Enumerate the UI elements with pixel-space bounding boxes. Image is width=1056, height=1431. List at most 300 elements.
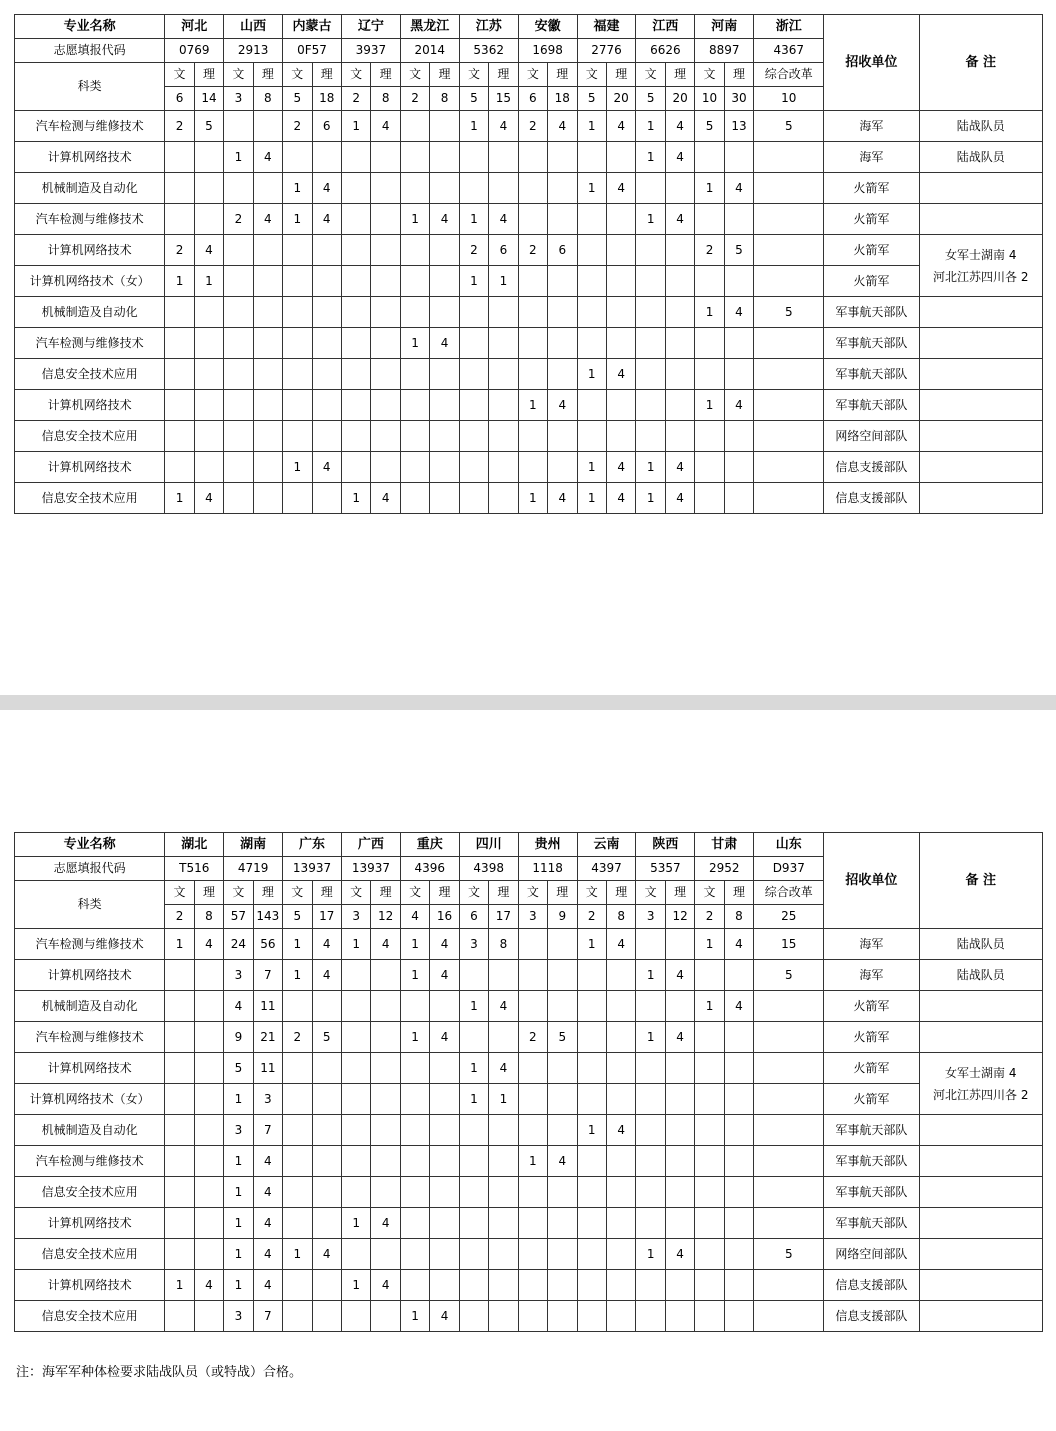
quota-cell: [665, 173, 694, 204]
quota-cell: [518, 328, 547, 359]
quota-cell: [548, 1270, 577, 1301]
quota-cell: [724, 1301, 753, 1332]
arts-label: 文: [283, 881, 312, 905]
quota-cell: [665, 235, 694, 266]
quota-cell: 2: [518, 111, 547, 142]
quota-cell: [636, 1053, 665, 1084]
province-name: 山西: [224, 15, 283, 39]
arts-total: 4: [400, 905, 429, 929]
recruiting-unit-header: 招收单位: [824, 15, 919, 111]
quota-cell: [665, 1208, 694, 1239]
quota-cell: [224, 359, 253, 390]
province-name: 重庆: [400, 833, 459, 857]
arts-total: 3: [636, 905, 665, 929]
science-label: 理: [606, 881, 635, 905]
arts-label: 文: [224, 881, 253, 905]
reform-quota-cell: [754, 1115, 824, 1146]
quota-cell: [224, 390, 253, 421]
province-name: 广东: [283, 833, 342, 857]
reform-quota-cell: [754, 421, 824, 452]
quota-cell: [400, 483, 429, 514]
quota-cell: [341, 452, 370, 483]
major-name: 信息安全技术应用: [15, 483, 165, 514]
quota-cell: [283, 235, 312, 266]
quota-cell: 4: [253, 1239, 282, 1270]
quota-cell: [430, 390, 459, 421]
quota-cell: [459, 1208, 488, 1239]
quota-cell: [194, 204, 223, 235]
province-name: 黑龙江: [400, 15, 459, 39]
quota-cell: [224, 328, 253, 359]
quota-cell: [606, 1301, 635, 1332]
table-row: [15, 1177, 1043, 1208]
quota-cell: [283, 142, 312, 173]
quota-cell: [459, 1115, 488, 1146]
table-row: [15, 390, 1043, 421]
quota-cell: [312, 328, 341, 359]
quota-cell: [253, 359, 282, 390]
arts-label: 文: [518, 63, 547, 87]
remark-cell: 陆战队员: [919, 111, 1042, 142]
remark-cell: [919, 1177, 1042, 1208]
quota-cell: [695, 1084, 724, 1115]
quota-cell: [695, 1115, 724, 1146]
quota-cell: 2: [518, 1022, 547, 1053]
quota-cell: 1: [636, 204, 665, 235]
quota-cell: 1: [165, 929, 194, 960]
province-name: 云南: [577, 833, 636, 857]
quota-cell: [636, 328, 665, 359]
quota-cell: [253, 111, 282, 142]
reform-quota-cell: 5: [754, 960, 824, 991]
quota-cell: [606, 1053, 635, 1084]
province-name: 福建: [577, 15, 636, 39]
major-name: 机械制造及自动化: [15, 991, 165, 1022]
reform-quota-cell: [754, 1053, 824, 1084]
science-label: 理: [548, 881, 577, 905]
remark-cell: [919, 421, 1042, 452]
science-label: 理: [724, 63, 753, 87]
science-total: 8: [371, 87, 400, 111]
science-label: 理: [724, 881, 753, 905]
arts-label: 文: [577, 63, 606, 87]
quota-cell: [312, 235, 341, 266]
table-row: [15, 452, 1043, 483]
table-row: [15, 1239, 1043, 1270]
quota-cell: 4: [253, 1270, 282, 1301]
quota-cell: [430, 483, 459, 514]
quota-cell: [341, 1146, 370, 1177]
quota-cell: 24: [224, 929, 253, 960]
quota-cell: [695, 1270, 724, 1301]
major-name: 汽车检测与维修技术: [15, 1146, 165, 1177]
quota-cell: 1: [400, 960, 429, 991]
reform-quota-cell: [754, 1177, 824, 1208]
science-label: 理: [312, 63, 341, 87]
quota-cell: 4: [194, 929, 223, 960]
science-total: 12: [371, 905, 400, 929]
quota-cell: [253, 328, 282, 359]
major-name: 机械制造及自动化: [15, 297, 165, 328]
recruiting-unit: 火箭军: [824, 235, 919, 266]
quota-cell: 4: [489, 111, 518, 142]
province-name: 安徽: [518, 15, 577, 39]
recruiting-unit-header: 招收单位: [824, 833, 919, 929]
quota-cell: [253, 390, 282, 421]
quota-cell: [724, 1146, 753, 1177]
arts-label: 文: [459, 63, 488, 87]
quota-cell: [518, 204, 547, 235]
arts-label: 文: [400, 63, 429, 87]
quota-cell: 2: [695, 235, 724, 266]
quota-cell: [577, 297, 606, 328]
province-name: 江西: [636, 15, 695, 39]
quota-cell: [312, 359, 341, 390]
quota-cell: [577, 390, 606, 421]
quota-cell: [224, 235, 253, 266]
quota-cell: 11: [253, 991, 282, 1022]
reform-quota-cell: [754, 266, 824, 297]
application-code: 2776: [577, 39, 636, 63]
quota-cell: [724, 483, 753, 514]
quota-cell: 1: [695, 991, 724, 1022]
science-total: 15: [489, 87, 518, 111]
quota-cell: 4: [665, 1022, 694, 1053]
science-label: 理: [548, 63, 577, 87]
quota-cell: 4: [606, 483, 635, 514]
recruiting-unit: 海军: [824, 960, 919, 991]
table-row: [15, 111, 1043, 142]
quota-cell: 5: [724, 235, 753, 266]
quota-cell: [577, 1301, 606, 1332]
table-row: [15, 1208, 1043, 1239]
quota-cell: [724, 328, 753, 359]
quota-cell: [283, 483, 312, 514]
quota-cell: 4: [724, 991, 753, 1022]
quota-cell: [577, 142, 606, 173]
science-label: 理: [194, 63, 223, 87]
quota-cell: [253, 297, 282, 328]
quota-cell: [459, 452, 488, 483]
remark-cell: [919, 1239, 1042, 1270]
quota-cell: [312, 1270, 341, 1301]
quota-cell: [489, 1022, 518, 1053]
application-code-header: 志愿填报代码: [15, 857, 165, 881]
quota-cell: [400, 421, 429, 452]
major-name: 计算机网络技术: [15, 390, 165, 421]
quota-cell: [665, 1084, 694, 1115]
science-total: 8: [253, 87, 282, 111]
application-code: 2014: [400, 39, 459, 63]
major-name: 汽车检测与维修技术: [15, 1022, 165, 1053]
quota-cell: 4: [430, 1301, 459, 1332]
quota-cell: [459, 421, 488, 452]
quota-cell: [253, 173, 282, 204]
quota-cell: [606, 390, 635, 421]
quota-cell: [312, 297, 341, 328]
remark-cell: [919, 328, 1042, 359]
quota-cell: 4: [724, 173, 753, 204]
province-name: 湖南: [224, 833, 283, 857]
science-total: 20: [665, 87, 694, 111]
quota-cell: [194, 960, 223, 991]
recruiting-unit: 海军: [824, 111, 919, 142]
quota-cell: [430, 1053, 459, 1084]
quota-cell: [577, 1270, 606, 1301]
major-name: 计算机网络技术（女）: [15, 1084, 165, 1115]
quota-cell: 4: [312, 929, 341, 960]
arts-total: 3: [518, 905, 547, 929]
province-name: 甘肃: [695, 833, 754, 857]
quota-cell: [165, 142, 194, 173]
quota-cell: 4: [665, 142, 694, 173]
arts-total: 5: [283, 905, 312, 929]
science-label: 理: [665, 63, 694, 87]
quota-cell: 4: [724, 390, 753, 421]
recruiting-unit: 信息支援部队: [824, 483, 919, 514]
quota-cell: [341, 173, 370, 204]
table-row: [15, 1053, 1043, 1084]
science-label: 理: [312, 881, 341, 905]
quota-cell: [636, 1301, 665, 1332]
quota-cell: 1: [341, 1208, 370, 1239]
science-label: 理: [371, 63, 400, 87]
remark-cell: [919, 173, 1042, 204]
quota-cell: [194, 1301, 223, 1332]
major-name: 信息安全技术应用: [15, 359, 165, 390]
quota-cell: 1: [224, 1270, 253, 1301]
arts-label: 文: [341, 63, 370, 87]
quota-cell: [695, 1208, 724, 1239]
quota-cell: [194, 1084, 223, 1115]
quota-cell: [430, 142, 459, 173]
major-name: 信息安全技术应用: [15, 1177, 165, 1208]
quota-cell: [489, 1208, 518, 1239]
quota-cell: [194, 328, 223, 359]
science-label: 理: [371, 881, 400, 905]
quota-cell: [312, 991, 341, 1022]
science-total: 18: [548, 87, 577, 111]
quota-cell: [430, 1239, 459, 1270]
table-row: [15, 359, 1043, 390]
quota-cell: 1: [224, 1208, 253, 1239]
arts-label: 文: [400, 881, 429, 905]
quota-cell: 1: [165, 1270, 194, 1301]
quota-cell: 1: [459, 266, 488, 297]
arts-label: 文: [636, 63, 665, 87]
quota-cell: [400, 1239, 429, 1270]
quota-cell: [518, 173, 547, 204]
quota-cell: [518, 1053, 547, 1084]
quota-cell: [400, 1115, 429, 1146]
quota-cell: 7: [253, 960, 282, 991]
application-code: 13937: [341, 857, 400, 881]
application-code: 1118: [518, 857, 577, 881]
quota-cell: [371, 452, 400, 483]
quota-cell: 4: [312, 173, 341, 204]
province-name: 四川: [459, 833, 518, 857]
quota-cell: 5: [548, 1022, 577, 1053]
quota-cell: [400, 359, 429, 390]
quota-cell: [341, 1177, 370, 1208]
quota-cell: [253, 483, 282, 514]
quota-cell: [518, 929, 547, 960]
quota-cell: [371, 390, 400, 421]
application-code: 4396: [400, 857, 459, 881]
quota-cell: [400, 1084, 429, 1115]
quota-cell: [518, 359, 547, 390]
science-total: 16: [430, 905, 459, 929]
quota-cell: [724, 1177, 753, 1208]
remark-cell: 陆战队员: [919, 960, 1042, 991]
quota-cell: 6: [312, 111, 341, 142]
quota-cell: [665, 1146, 694, 1177]
quota-cell: 4: [371, 929, 400, 960]
quota-cell: 1: [400, 1022, 429, 1053]
quota-cell: 3: [253, 1084, 282, 1115]
recruiting-unit: 海军: [824, 142, 919, 173]
quota-cell: [577, 204, 606, 235]
remark-cell: [919, 390, 1042, 421]
quota-cell: 1: [459, 991, 488, 1022]
quota-cell: [665, 266, 694, 297]
quota-cell: 21: [253, 1022, 282, 1053]
table-row: [15, 960, 1043, 991]
arts-total: 3: [224, 87, 253, 111]
science-total: 9: [548, 905, 577, 929]
quota-cell: [459, 390, 488, 421]
quota-cell: [518, 991, 547, 1022]
application-code: 5357: [636, 857, 695, 881]
quota-cell: 1: [283, 960, 312, 991]
application-code: 2952: [695, 857, 754, 881]
quota-cell: [341, 142, 370, 173]
comprehensive-reform-label: 综合改革: [754, 881, 824, 905]
table-row: [15, 1115, 1043, 1146]
arts-total: 2: [341, 87, 370, 111]
quota-cell: [283, 266, 312, 297]
quota-cell: [577, 1239, 606, 1270]
quota-cell: 4: [371, 483, 400, 514]
quota-cell: [695, 1239, 724, 1270]
arts-total: 5: [459, 87, 488, 111]
arts-total: 5: [577, 87, 606, 111]
quota-cell: [371, 1146, 400, 1177]
quota-cell: 4: [606, 452, 635, 483]
remarks-header: 备 注: [919, 15, 1042, 111]
recruiting-unit: 网络空间部队: [824, 421, 919, 452]
quota-cell: [548, 1239, 577, 1270]
quota-cell: [548, 359, 577, 390]
quota-cell: 4: [253, 204, 282, 235]
quota-cell: [606, 1146, 635, 1177]
recruiting-unit: 信息支援部队: [824, 452, 919, 483]
quota-cell: [371, 1177, 400, 1208]
quota-cell: [636, 390, 665, 421]
quota-cell: [695, 1053, 724, 1084]
quota-cell: [283, 1208, 312, 1239]
quota-cell: 2: [165, 111, 194, 142]
quota-cell: 1: [400, 204, 429, 235]
reform-total: 25: [754, 905, 824, 929]
quota-cell: [489, 452, 518, 483]
quota-cell: [165, 452, 194, 483]
quota-cell: [724, 960, 753, 991]
reform-quota-cell: [754, 991, 824, 1022]
comprehensive-reform-label: 综合改革: [754, 63, 824, 87]
quota-cell: [606, 960, 635, 991]
quota-cell: [165, 1301, 194, 1332]
province-name: 内蒙古: [283, 15, 342, 39]
quota-cell: [489, 173, 518, 204]
province-name: 山东: [754, 833, 824, 857]
quota-cell: [371, 297, 400, 328]
arts-label: 文: [459, 881, 488, 905]
reform-quota-cell: [754, 1301, 824, 1332]
quota-cell: [371, 1053, 400, 1084]
quota-cell: 4: [489, 204, 518, 235]
remark-cell: [919, 359, 1042, 390]
remark-cell: 陆战队员: [919, 142, 1042, 173]
table-row: [15, 991, 1043, 1022]
quota-cell: [194, 991, 223, 1022]
quota-cell: 1: [400, 328, 429, 359]
quota-cell: [548, 204, 577, 235]
application-code: 13937: [283, 857, 342, 881]
quota-cell: [459, 1239, 488, 1270]
quota-cell: [283, 421, 312, 452]
quota-cell: 4: [371, 1270, 400, 1301]
quota-cell: [312, 1084, 341, 1115]
quota-cell: [312, 1208, 341, 1239]
quota-cell: [165, 1022, 194, 1053]
quota-cell: [400, 142, 429, 173]
quota-cell: [165, 991, 194, 1022]
quota-cell: 1: [224, 1146, 253, 1177]
quota-cell: [606, 204, 635, 235]
arts-total: 2: [400, 87, 429, 111]
quota-cell: [606, 1022, 635, 1053]
quota-cell: 1: [489, 1084, 518, 1115]
quota-cell: [695, 421, 724, 452]
category-header: 科类: [15, 63, 165, 111]
quota-cell: [636, 297, 665, 328]
remark-cell: [919, 452, 1042, 483]
quota-cell: [400, 1208, 429, 1239]
quota-cell: 1: [518, 483, 547, 514]
quota-cell: 1: [695, 390, 724, 421]
quota-cell: [371, 991, 400, 1022]
quota-cell: 1: [165, 483, 194, 514]
reform-quota-cell: [754, 359, 824, 390]
quota-cell: [636, 173, 665, 204]
quota-cell: [165, 1146, 194, 1177]
science-label: 理: [430, 63, 459, 87]
application-code: T516: [165, 857, 224, 881]
reform-quota-cell: 5: [754, 297, 824, 328]
quota-cell: 4: [312, 452, 341, 483]
recruiting-unit: 网络空间部队: [824, 1239, 919, 1270]
remark-cell: [919, 1301, 1042, 1332]
quota-cell: [606, 142, 635, 173]
quota-cell: 4: [665, 483, 694, 514]
quota-cell: [283, 1084, 312, 1115]
recruiting-unit: 信息支援部队: [824, 1270, 919, 1301]
quota-cell: [312, 142, 341, 173]
quota-cell: 4: [224, 991, 253, 1022]
quota-cell: [400, 991, 429, 1022]
application-code: D937: [754, 857, 824, 881]
